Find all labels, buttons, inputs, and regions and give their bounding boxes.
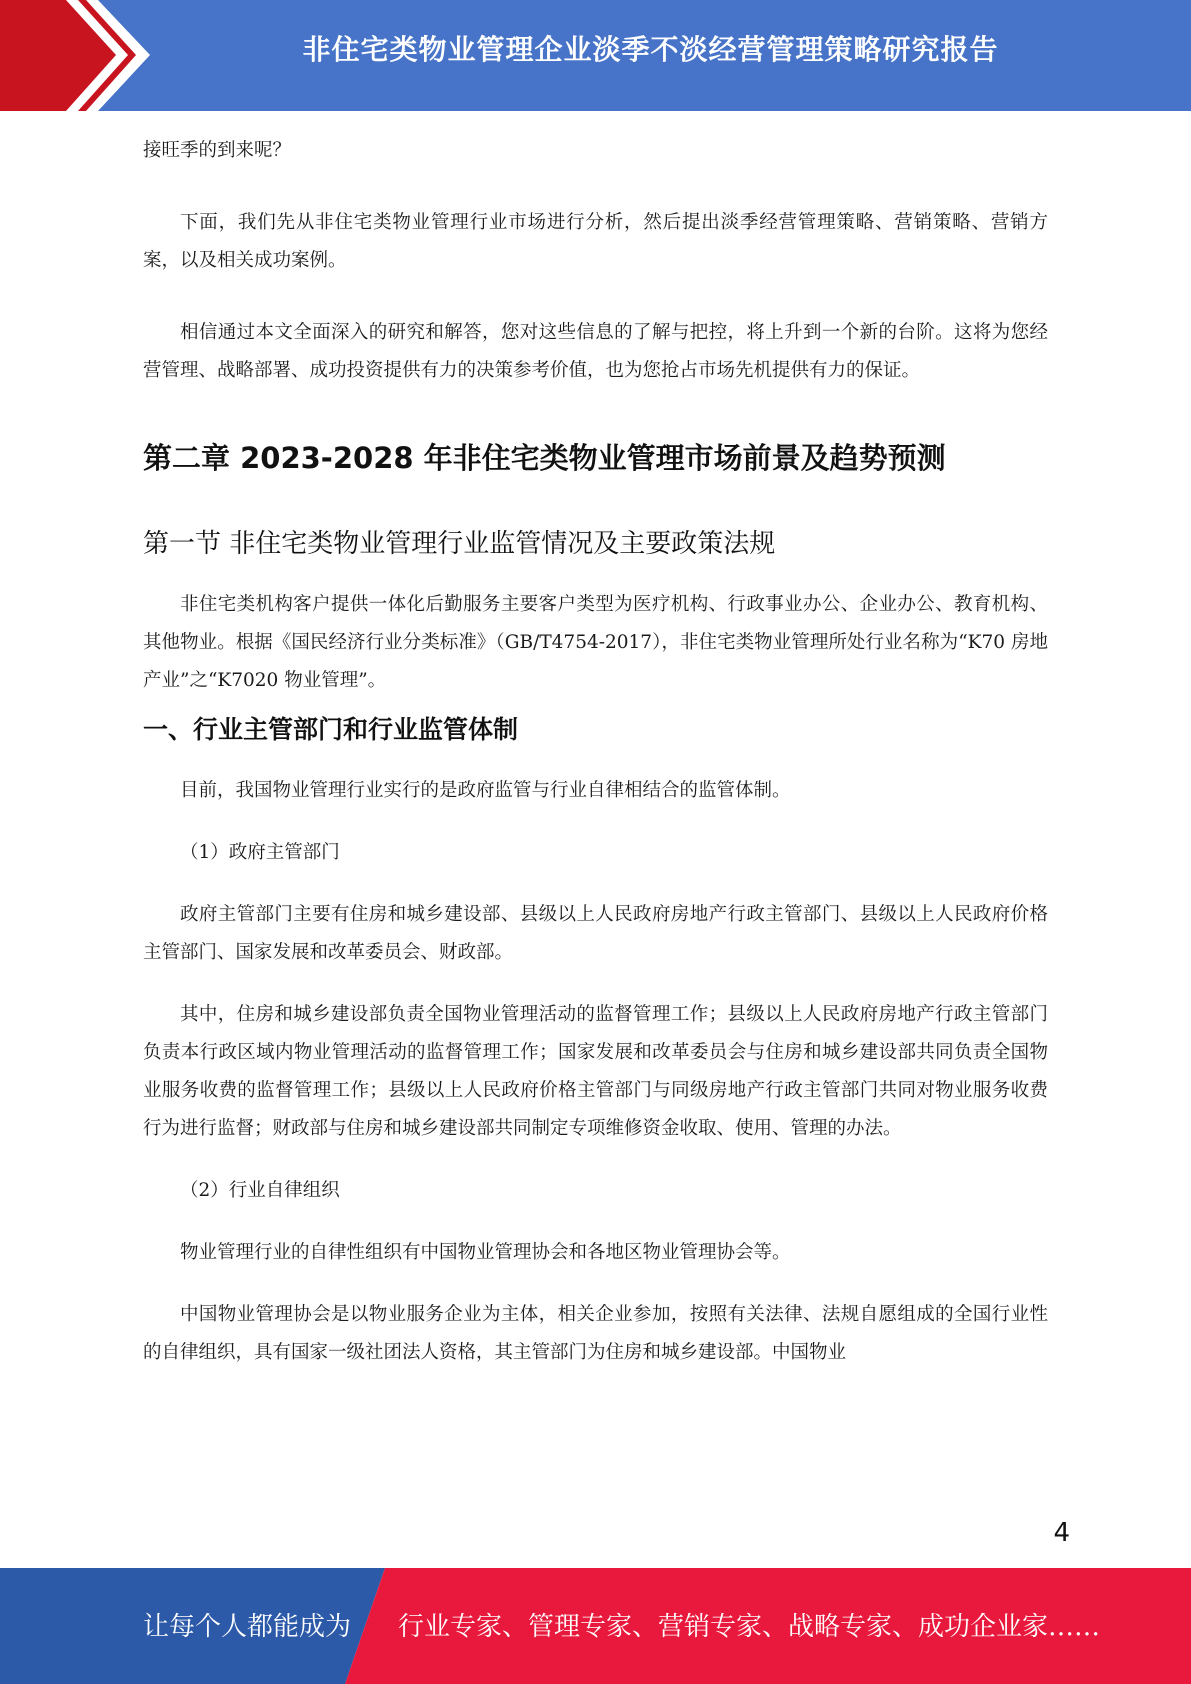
page-number: 4 xyxy=(1053,1518,1070,1548)
footer-slogan-left: 让每个人都能成为 xyxy=(143,1612,352,1642)
list-item-government: （1）政府主管部门 xyxy=(180,842,340,863)
header-chevron-decoration xyxy=(0,0,160,111)
paragraph-continuation: 接旺季的到来呢？ xyxy=(143,140,292,161)
paragraph-cpma: 中国物业管理协会是以物业服务企业为主体，相关企业参加，按照有关法律、法规自愿组成的全国行业性的自律组织，具有国家一级社团法人资格，其主管部门为住房和城乡建设部。中国物业 xyxy=(143,1304,1048,1363)
paragraph-industry-classification: 非住宅类机构客户提供一体化后勤服务主要客户类型为医疗机构、行政事业办公、企业办公、教育机构、其他物业。根据《国民经济行业分类标准》（GB/T4754-2017），非住宅类物业管理所处行业名称为“K70 房地产业”之“K7020 物业管理”。 xyxy=(143,594,1048,691)
page-header xyxy=(0,0,1191,111)
paragraph-associations: 物业管理行业的自律性组织有中国物业管理协会和各地区物业管理协会等。 xyxy=(180,1242,791,1263)
section-title: 第一节 非住宅类物业管理行业监管情况及主要政策法规 xyxy=(143,529,776,559)
paragraph-government-departments: 政府主管部门主要有住房和城乡建设部、县级以上人民政府房地产行政主管部门、县级以上人民政府价格主管部门、国家发展和改革委员会、财政部。 xyxy=(143,904,1048,963)
paragraph-value: 相信通过本文全面深入的研究和解答，您对这些信息的了解与把控，将上升到一个新的台阶。这将为您经营管理、战略部署、成功投资提供有力的决策参考价值，也为您抢占市场先机提供有力的保证。 xyxy=(143,322,1048,381)
list-item-self-regulatory: （2）行业自律组织 xyxy=(180,1180,340,1201)
page-footer xyxy=(0,1568,1191,1684)
paragraph-responsibilities: 其中，住房和城乡建设部负责全国物业管理活动的监督管理工作；县级以上人民政府房地产行政主管部门负责本行政区域内物业管理活动的监督管理工作；国家发展和改革委员会与住房和城乡建设部共同负责全国物业服务收费的监督管理工作；县级以上人民政府价格主管部门与同级房地产行政主管部门共同对物业服务收费行为进行监督；财政部与住房和城乡建设部共同制定专项维修资金收取、使用、管理的办法。 xyxy=(143,1004,1048,1139)
document-body xyxy=(143,132,1048,1372)
chapter-title: 第二章 2023-2028 年非住宅类物业管理市场前景及趋势预测 xyxy=(143,441,946,475)
paragraph-regulatory-system: 目前，我国物业管理行业实行的是政府监管与行业自律相结合的监管体制。 xyxy=(180,780,791,801)
footer-slogan-right: 行业专家、管理专家、营销专家、战略专家、成功企业家…… xyxy=(398,1612,1101,1642)
subsection-title: 一、行业主管部门和行业监管体制 xyxy=(143,715,519,744)
header-title: 非住宅类物业管理企业淡季不淡经营管理策略研究报告 xyxy=(302,33,999,66)
paragraph-intro: 下面，我们先从非住宅类物业管理行业市场进行分析，然后提出淡季经营管理策略、营销策略、营销方案，以及相关成功案例。 xyxy=(143,212,1048,271)
